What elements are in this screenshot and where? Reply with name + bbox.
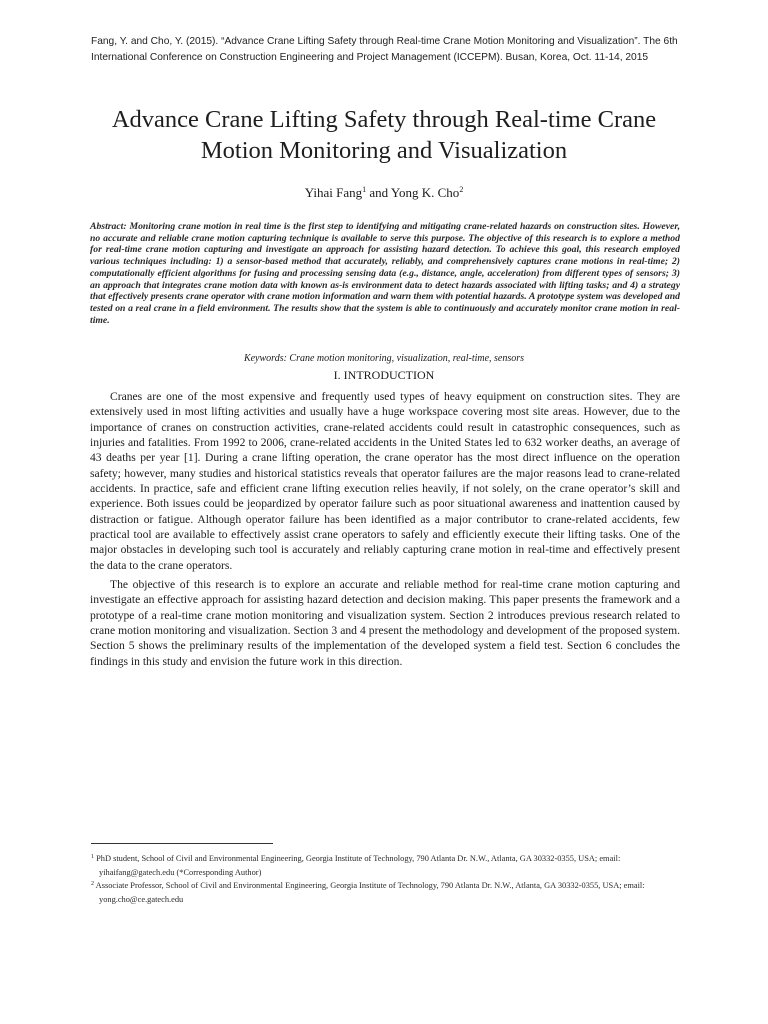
author-2-footnote-mark: 2: [459, 185, 464, 194]
footnote-2-text: Associate Professor, School of Civil and Environmental Engineering, Georgia Institute of Technology, 790 Atlanta Dr. N.W., Atlanta, GA 30332-0355, USA; email: yong.cho@ce.gatech.edu: [95, 881, 645, 904]
footnotes: [91, 852, 683, 906]
footnote-1-text: PhD student, School of Civil and Environmental Engineering, Georgia Institute of Technology, 790 Atlanta Dr. N.W., Atlanta, GA 30332-0355, USA; email: yihaifang@gatech.edu (*Corresponding Author): [96, 854, 621, 877]
footnote-divider: [91, 843, 273, 844]
author-conjunction: and: [366, 185, 391, 200]
paper-title-line-2: Motion Monitoring and Visualization: [200, 137, 568, 164]
author-2-name: Yong K. Cho: [390, 185, 460, 200]
body-paragraph-2: The objective of this research is to explore an accurate and reliable method for real-time crane motion capturing and investigate an effective approach for assisting hazard detection and decision making. This paper presents the framework and a prototype of a real-time crane motion monitoring and visualization system. Section 2 introduces previous research related to crane motion monitoring and visualization. Section 3 and 4 present the methodology and development of the proposed system. Section 5 shows the preliminary results of the implementation of the developed system a field test. Section 6 concludes the findings in this study and envision the future work in this direction.: [90, 578, 680, 668]
footnote-2-mark: 2: [91, 881, 94, 888]
paper-title: [70, 104, 698, 166]
footnote-1-mark: 1: [91, 854, 94, 860]
keywords: Keywords: Crane motion monitoring, visualization, real-time, sensors: [243, 353, 525, 364]
body-paragraph-1: Cranes are one of the most expensive and frequently used types of heavy equipment on construction sites. They are extensively used in most lifting activities and usually have a huge workspace covering most site areas. However, due to the importance of cranes on construction activities, crane-related accidents could result in catastrophic consequences, such as injuries and fatalities. From 1992 to 2006, crane-related accidents in the United States led to 632 worker deaths, an average of 43 deaths per year [1]. During a crane lifting operation, the crane operator has the most direct influence on the operation safety; however, many studies and historical statistics reveals that operator failures are the major reasons lead to crane-related accidents. In practice, safe and efficient crane lifting execution relies heavily, if not solely, on the crane operator’s skill and experience. Both issues could be jeopardized by operator failure such as poor situational awareness and inattention caused by distraction or fatigue. Although operator failure has been identified as a major contributor to crane-related accidents, few practical tool are available to effectively assist crane operators to safely and efficiently execute their lifting tasks. One of the major obstacles in developing such tool is accurately and reliably capturing crane motion in real-time and effectively present the data to the crane operators.: [90, 390, 680, 572]
paper-title-line-1: Advance Crane Lifting Safety through Real-time Crane: [111, 106, 657, 133]
author-1-footnote-mark: 1: [362, 185, 367, 194]
abstract: Abstract: Monitoring crane motion in real time is the first step to identifying and mitigating crane-related hazards on construction sites. However, no accurate and reliable crane motion capturing technique is available to serve this purpose. The objective of this research is to explore a method for real-time crane motion capturing and investigate an approach for assisting hazard detection. To achieve this goal, this research employed various techniques including: 1) a sensor-based method that accurately, reliably, and comprehensively captures crane motions in real-time; 2) computationally efficient algorithms for fusing and processing sensing data (e.g., distance, angle, acceleration) from different types of sensors; 3) an approach that integrates crane motion data with known as-is environment data to detect hazards associated with lifting tasks; and 4) a strategy that effectively presents crane operator with crane motion information and warn them with potential hazards. A prototype system was developed and tested on a real crane in a field environment. The results show that the system is able to continuously and accurately monitor crane motion in real-time.: [90, 221, 680, 326]
author-1-name: Yihai Fang: [304, 185, 363, 200]
author-list: [70, 185, 698, 201]
footnote-2: [91, 879, 683, 906]
footnote-1: [91, 852, 683, 879]
citation-header: Fang, Y. and Cho, Y. (2015). “Advance Crane Lifting Safety through Real-time Crane Motion Monitoring and Visualization”. The 6th International Conference on Construction Engineering and Project Management (ICCEPM). Busan, Korea, Oct. 11-14, 2015: [91, 36, 678, 63]
section-heading-introduction: I. INTRODUCTION: [333, 368, 435, 382]
